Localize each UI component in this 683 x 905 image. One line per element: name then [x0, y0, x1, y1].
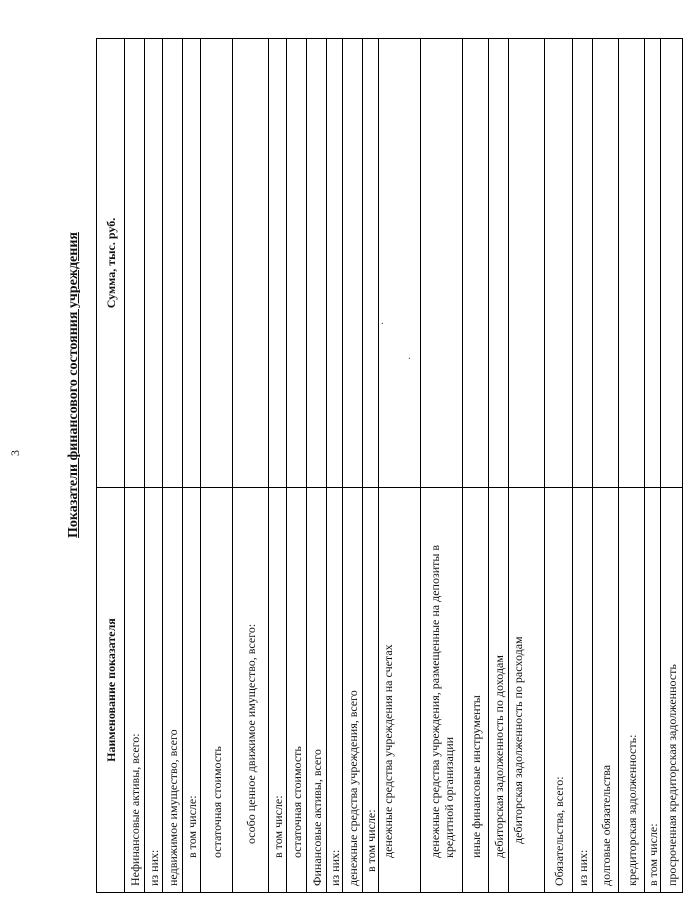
row-value — [201, 39, 233, 488]
row-value — [269, 39, 287, 488]
row-label: из них: — [573, 488, 593, 893]
row-value — [327, 39, 343, 488]
row-label: денежные средства учреждения на счетах — [379, 488, 421, 893]
table-row — [183, 39, 201, 893]
column-header-amount: Сумма, тыс. руб. — [97, 39, 125, 488]
table-row — [125, 39, 145, 893]
row-label: Финансовые активы, всего — [307, 488, 327, 893]
row-value — [163, 39, 183, 488]
row-label: кредиторская задолженность: — [619, 488, 645, 893]
table-row — [233, 39, 269, 893]
row-value — [421, 39, 463, 488]
row-label: недвижимое имущество, всего — [163, 488, 183, 893]
row-value — [463, 39, 489, 488]
row-label: в том числе: — [269, 488, 287, 893]
row-label: дебиторская задолженность по расходам — [509, 488, 545, 893]
table-row — [593, 39, 619, 893]
table-row — [421, 39, 463, 893]
row-label: из них: — [145, 488, 163, 893]
row-label: Обязательства, всего: — [545, 488, 573, 893]
row-label: из них: — [327, 488, 343, 893]
row-value — [661, 39, 683, 488]
row-value — [363, 39, 379, 488]
row-value — [183, 39, 201, 488]
row-label: иные финансовые инструменты — [463, 488, 489, 893]
row-value — [545, 39, 573, 488]
table-row — [645, 39, 661, 893]
row-value — [645, 39, 661, 488]
row-value — [287, 39, 307, 488]
financial-indicators-table — [96, 38, 683, 893]
row-label: остаточная стоимость — [287, 488, 307, 893]
table-row — [489, 39, 509, 893]
row-value — [145, 39, 163, 488]
row-label: в том числе: — [363, 488, 379, 893]
row-value — [489, 39, 509, 488]
column-header-indicator: Наименование показателя — [97, 488, 125, 893]
table-row — [573, 39, 593, 893]
document-title: Показатели финансового состояния учреждения — [66, 232, 81, 538]
scan-speck: · — [405, 356, 416, 360]
row-label: Нефинансовые активы, всего: — [125, 488, 145, 893]
row-label: в том числе: — [645, 488, 661, 893]
table-row — [145, 39, 163, 893]
table-row — [661, 39, 683, 893]
row-value — [307, 39, 327, 488]
table-row — [269, 39, 287, 893]
row-value — [233, 39, 269, 488]
row-label: остаточная стоимость — [201, 488, 233, 893]
table-row — [363, 39, 379, 893]
row-label: в том числе: — [183, 488, 201, 893]
scan-speck: · — [378, 321, 389, 325]
row-value — [619, 39, 645, 488]
row-label: просроченная кредиторская задолженность — [661, 488, 683, 893]
table-row — [619, 39, 645, 893]
row-value — [343, 39, 363, 488]
row-value — [509, 39, 545, 488]
page-number: 3 — [8, 450, 22, 456]
row-value — [593, 39, 619, 488]
table-row — [545, 39, 573, 893]
table-row — [343, 39, 363, 893]
table-row — [307, 39, 327, 893]
table-header-row — [97, 39, 125, 893]
table-row — [287, 39, 307, 893]
table-row — [463, 39, 489, 893]
row-value — [573, 39, 593, 488]
row-value — [379, 39, 421, 488]
table-row — [379, 39, 421, 893]
table-row — [201, 39, 233, 893]
row-label: денежные средства учреждения, всего — [343, 488, 363, 893]
row-label: долговые обязательства — [593, 488, 619, 893]
row-label: дебиторская задолженность по доходам — [489, 488, 509, 893]
table-row — [327, 39, 343, 893]
row-label: денежные средства учреждения, размещенные на депозиты в кредитной организации — [421, 488, 463, 893]
row-label: особо ценное движимое имущество, всего: — [233, 488, 269, 893]
table-row — [163, 39, 183, 893]
row-value — [125, 39, 145, 488]
table-row — [509, 39, 545, 893]
